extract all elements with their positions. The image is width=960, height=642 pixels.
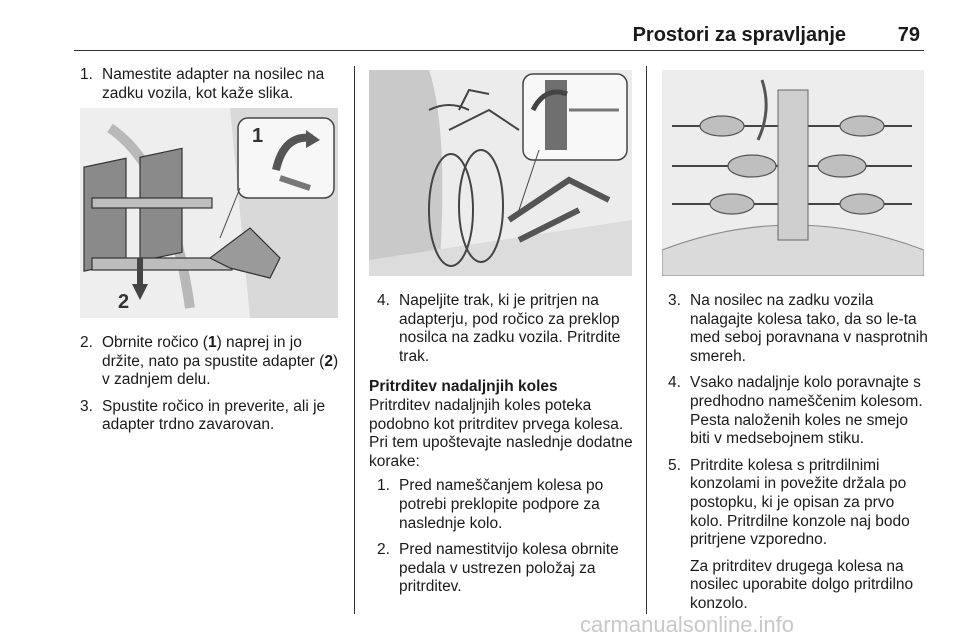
list-item: [668, 374, 928, 448]
item-number: 2.: [80, 334, 93, 351]
item-text: Namestite adapter na nosilec na zadku vozila, kot kaže slika.: [102, 66, 325, 102]
item-number: 3.: [668, 292, 681, 309]
item-number: 4.: [377, 292, 390, 309]
sub-list-item: [377, 541, 635, 597]
reference-number-2: 2: [324, 352, 333, 370]
column-2: [369, 292, 635, 605]
item-number: 3.: [80, 397, 93, 415]
item-number: 4.: [668, 374, 681, 392]
item-text: Spustite ročico in preverite, ali je adapter trdno zavarovan.: [102, 397, 326, 434]
bicycle-strap-illustration: [369, 70, 632, 276]
item-text: Napeljite trak, ki je pritrjen na adapterju, pod ročico za preklop nosilca na zadku vozila. Pritrdite trak.: [399, 292, 621, 365]
adapter-figure: [80, 108, 338, 318]
item-number: 5.: [668, 456, 681, 474]
item-number: 1.: [377, 477, 390, 495]
list-item: [80, 398, 342, 435]
item-text-c: ) v zadnjem delu.: [102, 352, 339, 389]
item-text: Pritrdite kolesa s pritrdilnimi konzolami in povežite držala po postopku, ki je opisan za prvo kolo. Pritrdilne konzole naj bodo pritrjene vzporedno.: [690, 456, 910, 549]
list-item: [668, 457, 928, 614]
item-extra-text: Za pritrditev drugega kolesa na nosilec uporabite dolgo pritrdilno konzolo.: [690, 557, 914, 612]
adapter-illustration: [80, 108, 338, 318]
item-text-b: ) naprej in jo držite, nato pa spustite adapter (: [102, 334, 325, 370]
list-item: [377, 292, 635, 366]
watermark: carmanualsonline.info: [580, 612, 795, 637]
figure-label-1: 1: [252, 125, 264, 147]
column-1-lower: [80, 334, 342, 443]
figure-label-2: 2: [118, 291, 130, 313]
item-text-a: Obrnite ročico (: [102, 334, 208, 351]
section-title: Prostori za spravljanje: [632, 24, 846, 46]
column-divider-right: [646, 66, 647, 614]
item-text: [102, 334, 338, 388]
column-3: [668, 292, 928, 622]
paragraph: Pritrditev nadaljnjih koles poteka podobno kot pritrditev prvega kolesa. Pri tem upoštevajte naslednje dodatne korake:: [369, 396, 633, 470]
page-number: 79: [897, 24, 920, 46]
reference-number-1: 1: [207, 334, 217, 351]
item-text: Na nosilec na zadku vozila nalagajte kolesa tako, da so le-ta med seboj poravnana v nasprotnih smereh.: [690, 292, 928, 365]
list-item: [80, 66, 342, 103]
list-item: [80, 334, 342, 390]
bikes-aligned-figure: [662, 70, 924, 276]
subheading: Pritrditev nadaljnjih koles: [369, 378, 558, 396]
column-divider-left: [354, 66, 355, 614]
bikes-aligned-illustration: [662, 70, 924, 276]
item-text: Pred nameščanjem kolesa po potrebi preklopite podpore za naslednje kolo.: [399, 477, 604, 532]
item-text: Vsako nadaljnje kolo poravnajte s predhodno nameščenim kolesom. Pesta naloženih koles ne smejo biti v medsebojnem stiku.: [690, 374, 923, 448]
list-item: [668, 292, 928, 366]
page-header: [74, 20, 924, 51]
column-1: [80, 66, 342, 111]
item-number: 1.: [80, 66, 93, 83]
item-text: Pred namestitvijo kolesa obrnite pedala v ustrezen položaj za pritrditev.: [399, 541, 619, 596]
item-number: 2.: [377, 541, 390, 559]
bicycle-strap-figure: [369, 70, 632, 276]
sub-list-item: [377, 477, 635, 533]
